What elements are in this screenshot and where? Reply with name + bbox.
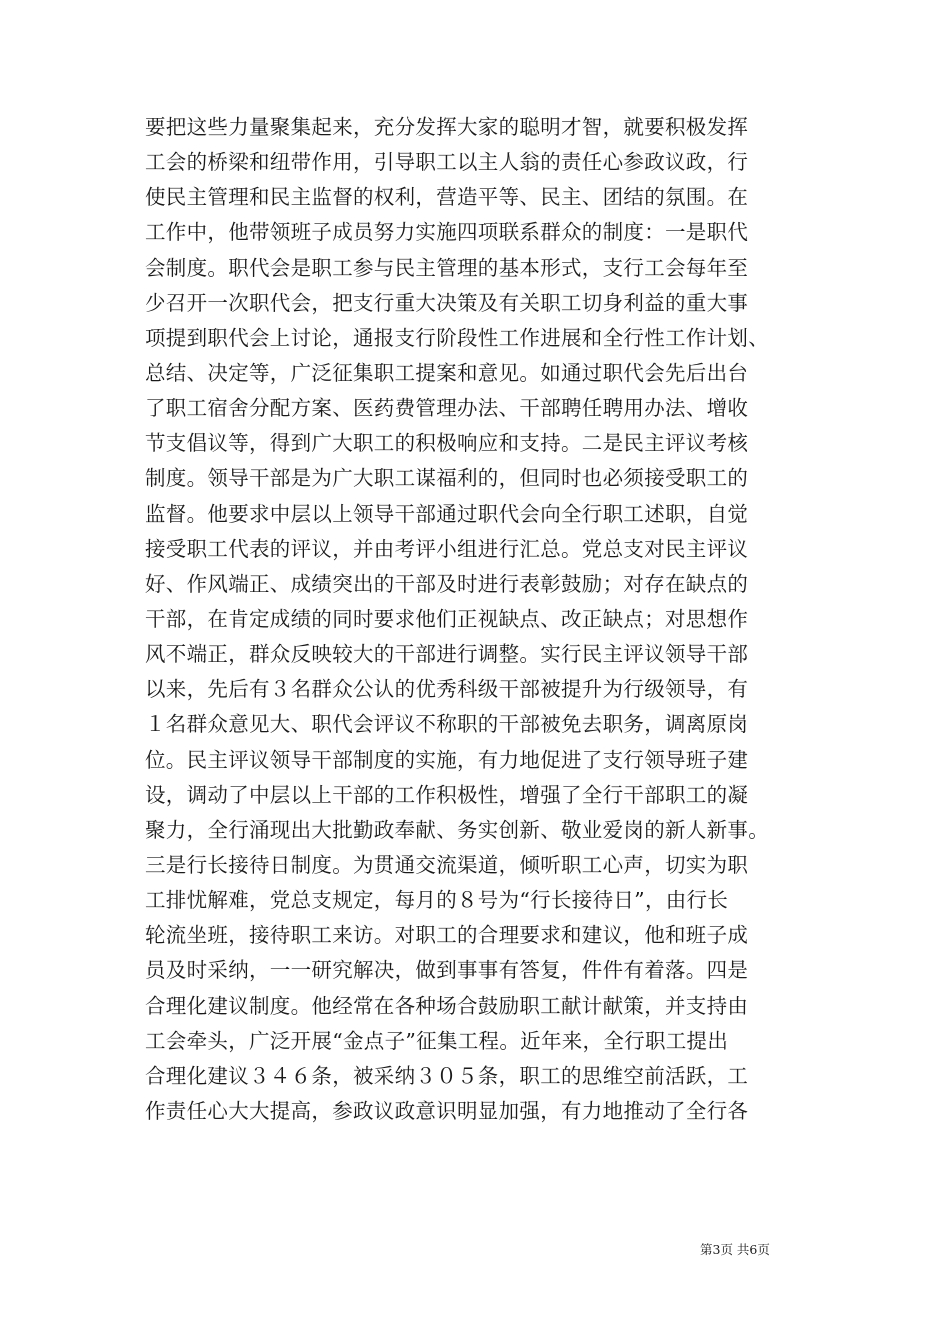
text-line: 监督。他要求中层以上领导干部通过职代会向全行职工述职，自觉 bbox=[145, 501, 749, 526]
text-line: 风不端正，群众反映较大的干部进行调整。实行民主评议领导干部 bbox=[145, 642, 749, 667]
text-line: 工会牵头，广泛开展“金点子”征集工程。近年来，全行职工提出 bbox=[145, 1028, 729, 1053]
text-line: 好、作风端正、成绩突出的干部及时进行表彰鼓励；对存在缺点的 bbox=[145, 571, 749, 596]
text-line: 轮流坐班，接待职工来访。对职工的合理要求和建议，他和班子成 bbox=[145, 923, 749, 948]
text-line: 要把这些力量聚集起来，充分发挥大家的聪明才智，就要积极发挥 bbox=[145, 115, 749, 139]
text-line: 以来，先后有３名群众公认的优秀科级干部被提升为行级领导，有 bbox=[145, 677, 749, 702]
text-line: １名群众意见大、职代会评议不称职的干部被免去职务，调离原岗 bbox=[145, 712, 749, 737]
text-line: 位。民主评议领导干部制度的实施，有力地促进了支行领导班子建 bbox=[145, 747, 749, 772]
text-line: 员及时采纳，一一研究解决，做到事事有答复，件件有着落。四是 bbox=[145, 958, 749, 983]
text-line: 三是行长接待日制度。为贯通交流渠道，倾听职工心声，切实为职 bbox=[145, 852, 749, 877]
text-line: 少召开一次职代会，把支行重大决策及有关职工切身利益的重大事 bbox=[145, 290, 749, 315]
text-line: 制度。领导干部是为广大职工谋福利的，但同时也必须接受职工的 bbox=[145, 466, 749, 491]
text-line: 节支倡议等，得到广大职工的积极响应和支持。二是民主评议考核 bbox=[145, 431, 749, 456]
text-line: 工会的桥梁和纽带作用，引导职工以主人翁的责任心参政议政，行 bbox=[145, 150, 749, 175]
text-line: 合理化建议制度。他经常在各种场合鼓励职工献计献策，并支持由 bbox=[145, 993, 749, 1018]
text-line: 接受职工代表的评议，并由考评小组进行汇总。党总支对民主评议 bbox=[145, 536, 749, 561]
text-line: 聚力，全行涌现出大批勤政奉献、务实创新、敬业爱岗的新人新事。 bbox=[145, 817, 769, 842]
text-line: 项提到职代会上讨论，通报支行阶段性工作进展和全行性工作计划、 bbox=[145, 325, 769, 350]
text-line: 会制度。职代会是职工参与民主管理的基本形式，支行工会每年至 bbox=[145, 255, 749, 280]
text-line: 工作中，他带领班子成员努力实施四项联系群众的制度：一是职代 bbox=[145, 220, 749, 245]
body-text bbox=[145, 110, 815, 1129]
text-line: 使民主管理和民主监督的权利，营造平等、民主、团结的氛围。在 bbox=[145, 185, 749, 210]
text-line: 合理化建议３４６条，被采纳３０５条，职工的思维空前活跃，工 bbox=[145, 1063, 749, 1088]
text-line: 设，调动了中层以上干部的工作积极性，增强了全行干部职工的凝 bbox=[145, 782, 749, 807]
text-line: 作责任心大大提高，参政议政意识明显加强，有力地推动了全行各 bbox=[145, 1098, 749, 1123]
text-line: 了职工宿舍分配方案、医药费管理办法、干部聘任聘用办法、增收 bbox=[145, 396, 749, 421]
page-number-footer: 第3页 共6页 bbox=[700, 1242, 770, 1257]
text-line: 总结、决定等，广泛征集职工提案和意见。如通过职代会先后出台 bbox=[145, 360, 749, 385]
text-line: 工排忧解难，党总支规定，每月的８号为“行长接待日”，由行长 bbox=[145, 888, 729, 913]
text-line: 干部，在肯定成绩的同时要求他们正视缺点、改正缺点；对思想作 bbox=[145, 606, 749, 631]
